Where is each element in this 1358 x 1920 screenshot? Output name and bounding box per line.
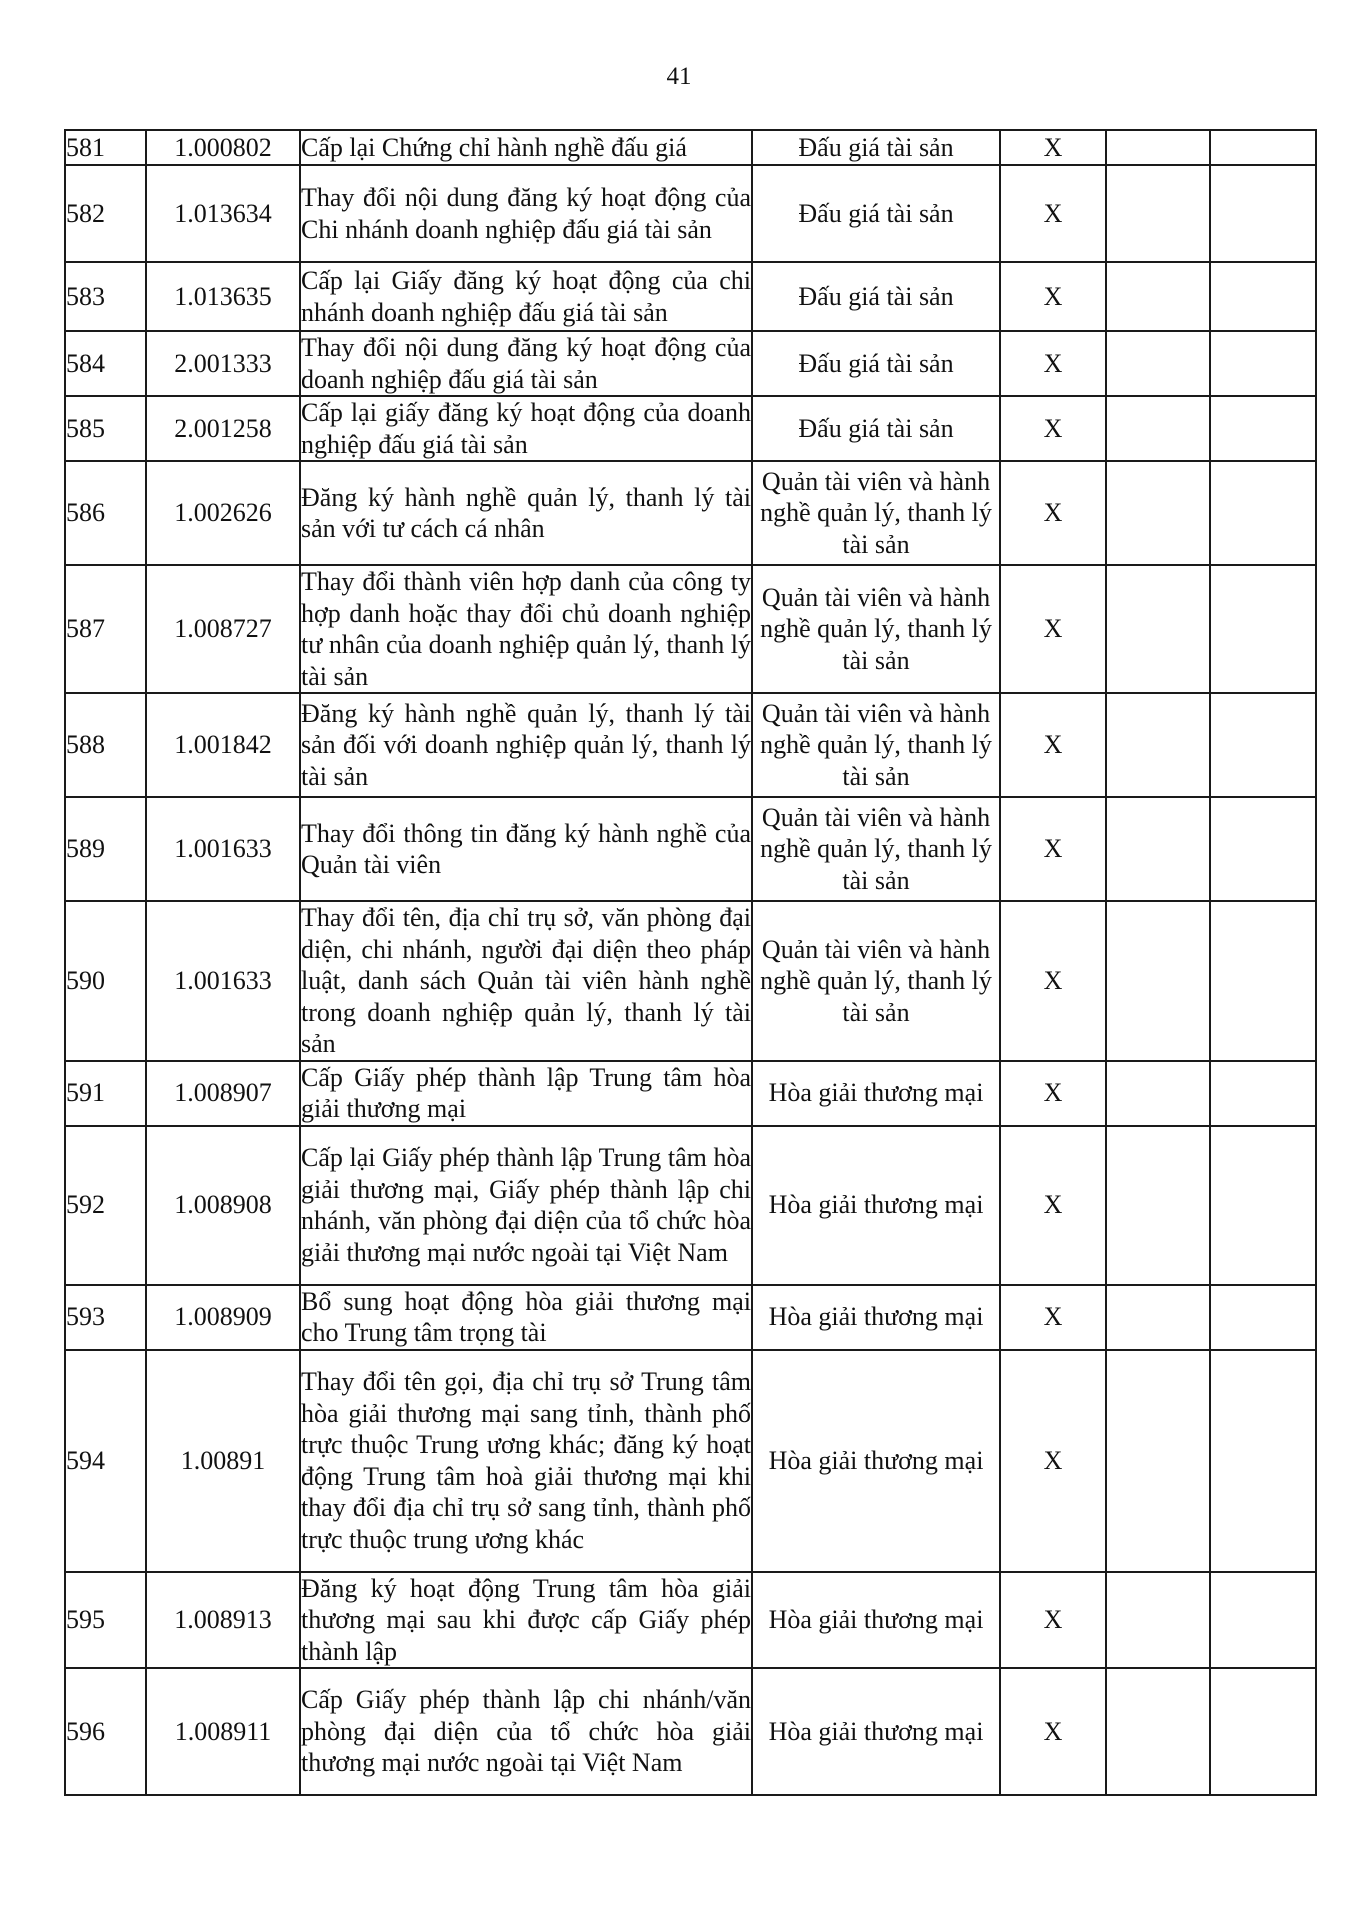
table-row <box>65 1668 1316 1795</box>
procedure-code-cell: 1.002626 <box>146 461 300 565</box>
procedure-name-cell: Cấp lại Giấy phép thành lập Trung tâm hòa giải thương mại, Giấy phép thành lập chi nhánh, văn phòng đại diện của tổ chức hòa giải thương mại nước ngoài tại Việt Nam <box>300 1126 752 1285</box>
row-number-cell: 588 <box>65 693 146 797</box>
field-cell: Quản tài viên và hành nghề quản lý, thanh lý tài sản <box>752 461 1000 565</box>
procedure-code-cell: 2.001333 <box>146 331 300 396</box>
empty-cell <box>1210 396 1316 461</box>
procedure-name-cell: Cấp lại Giấy đăng ký hoạt động của chi nhánh doanh nghiệp đấu giá tài sản <box>300 262 752 331</box>
empty-cell <box>1210 461 1316 565</box>
row-number-cell: 584 <box>65 331 146 396</box>
empty-cell <box>1106 396 1210 461</box>
row-number-cell: 587 <box>65 565 146 693</box>
table-row <box>65 1285 1316 1350</box>
procedure-code-cell: 1.008911 <box>146 1668 300 1795</box>
procedure-code-cell: 1.013634 <box>146 165 300 262</box>
table-row <box>65 1061 1316 1126</box>
empty-cell <box>1210 693 1316 797</box>
mark-cell: X <box>1000 1061 1106 1126</box>
procedure-name-cell: Thay đổi nội dung đăng ký hoạt động của doanh nghiệp đấu giá tài sản <box>300 331 752 396</box>
table-row <box>65 461 1316 565</box>
table-row <box>65 901 1316 1061</box>
field-cell: Quản tài viên và hành nghề quản lý, thanh lý tài sản <box>752 565 1000 693</box>
field-cell: Đấu giá tài sản <box>752 130 1000 165</box>
row-number-cell: 585 <box>65 396 146 461</box>
procedure-name-cell: Thay đổi tên gọi, địa chỉ trụ sở Trung tâm hòa giải thương mại sang tỉnh, thành phố trực thuộc Trung ương khác; đăng ký hoạt động Trung tâm hoà giải thương mại khi thay đổi địa chỉ trụ sở sang tỉnh, thành phố trực thuộc trung ương khác <box>300 1350 752 1572</box>
row-number-cell: 581 <box>65 130 146 165</box>
empty-cell <box>1210 1668 1316 1795</box>
mark-cell: X <box>1000 1285 1106 1350</box>
empty-cell <box>1210 1350 1316 1572</box>
mark-cell: X <box>1000 901 1106 1061</box>
table-row <box>65 396 1316 461</box>
page-number: 41 <box>666 63 692 90</box>
table-row <box>65 1572 1316 1669</box>
field-cell: Đấu giá tài sản <box>752 396 1000 461</box>
empty-cell <box>1106 331 1210 396</box>
procedures-table <box>64 129 1317 1796</box>
empty-cell <box>1106 1350 1210 1572</box>
procedure-code-cell: 1.008909 <box>146 1285 300 1350</box>
empty-cell <box>1106 1285 1210 1350</box>
procedure-name-cell: Cấp lại Chứng chỉ hành nghề đấu giá <box>300 130 752 165</box>
mark-cell: X <box>1000 1126 1106 1285</box>
empty-cell <box>1106 797 1210 901</box>
table-body <box>65 130 1316 1795</box>
mark-cell: X <box>1000 396 1106 461</box>
empty-cell <box>1106 693 1210 797</box>
empty-cell <box>1210 331 1316 396</box>
row-number-cell: 582 <box>65 165 146 262</box>
empty-cell <box>1210 565 1316 693</box>
procedure-name-cell: Đăng ký hoạt động Trung tâm hòa giải thương mại sau khi được cấp Giấy phép thành lập <box>300 1572 752 1669</box>
field-cell: Hòa giải thương mại <box>752 1350 1000 1572</box>
empty-cell <box>1106 130 1210 165</box>
field-cell: Hòa giải thương mại <box>752 1126 1000 1285</box>
row-number-cell: 586 <box>65 461 146 565</box>
mark-cell: X <box>1000 1668 1106 1795</box>
empty-cell <box>1106 1572 1210 1669</box>
row-number-cell: 591 <box>65 1061 146 1126</box>
mark-cell: X <box>1000 130 1106 165</box>
procedure-code-cell: 1.013635 <box>146 262 300 331</box>
procedure-name-cell: Bổ sung hoạt động hòa giải thương mại cho Trung tâm trọng tài <box>300 1285 752 1350</box>
field-cell: Hòa giải thương mại <box>752 1285 1000 1350</box>
row-number-cell: 596 <box>65 1668 146 1795</box>
field-cell: Hòa giải thương mại <box>752 1061 1000 1126</box>
procedure-code-cell: 1.001842 <box>146 693 300 797</box>
row-number-cell: 595 <box>65 1572 146 1669</box>
procedure-code-cell: 1.000802 <box>146 130 300 165</box>
table-row <box>65 1350 1316 1572</box>
table-row <box>65 165 1316 262</box>
procedure-name-cell: Thay đổi thành viên hợp danh của công ty hợp danh hoặc thay đổi chủ doanh nghiệp tư nhân của doanh nghiệp quản lý, thanh lý tài sản <box>300 565 752 693</box>
row-number-cell: 589 <box>65 797 146 901</box>
mark-cell: X <box>1000 1350 1106 1572</box>
field-cell: Đấu giá tài sản <box>752 165 1000 262</box>
mark-cell: X <box>1000 165 1106 262</box>
empty-cell <box>1106 165 1210 262</box>
field-cell: Quản tài viên và hành nghề quản lý, thanh lý tài sản <box>752 901 1000 1061</box>
row-number-cell: 593 <box>65 1285 146 1350</box>
mark-cell: X <box>1000 565 1106 693</box>
row-number-cell: 594 <box>65 1350 146 1572</box>
empty-cell <box>1106 262 1210 331</box>
empty-cell <box>1106 1668 1210 1795</box>
field-cell: Quản tài viên và hành nghề quản lý, thanh lý tài sản <box>752 797 1000 901</box>
mark-cell: X <box>1000 693 1106 797</box>
table-row <box>65 1126 1316 1285</box>
field-cell: Đấu giá tài sản <box>752 331 1000 396</box>
empty-cell <box>1210 262 1316 331</box>
field-cell: Đấu giá tài sản <box>752 262 1000 331</box>
empty-cell <box>1210 1285 1316 1350</box>
field-cell: Hòa giải thương mại <box>752 1668 1000 1795</box>
procedure-name-cell: Cấp Giấy phép thành lập Trung tâm hòa giải thương mại <box>300 1061 752 1126</box>
empty-cell <box>1106 461 1210 565</box>
empty-cell <box>1106 1126 1210 1285</box>
procedure-name-cell: Cấp Giấy phép thành lập chi nhánh/văn phòng đại diện của tổ chức hòa giải thương mại nước ngoài tại Việt Nam <box>300 1668 752 1795</box>
procedure-code-cell: 1.008907 <box>146 1061 300 1126</box>
procedure-name-cell: Thay đổi tên, địa chỉ trụ sở, văn phòng đại diện, chi nhánh, người đại diện theo pháp luật, danh sách Quản tài viên hành nghề trong doanh nghiệp quản lý, thanh lý tài sản <box>300 901 752 1061</box>
mark-cell: X <box>1000 331 1106 396</box>
procedure-code-cell: 1.001633 <box>146 797 300 901</box>
empty-cell <box>1210 130 1316 165</box>
procedure-code-cell: 1.008727 <box>146 565 300 693</box>
procedure-name-cell: Cấp lại giấy đăng ký hoạt động của doanh nghiệp đấu giá tài sản <box>300 396 752 461</box>
row-number-cell: 583 <box>65 262 146 331</box>
procedure-code-cell: 2.001258 <box>146 396 300 461</box>
row-number-cell: 592 <box>65 1126 146 1285</box>
procedure-name-cell: Thay đổi thông tin đăng ký hành nghề của Quản tài viên <box>300 797 752 901</box>
empty-cell <box>1106 901 1210 1061</box>
table-row <box>65 565 1316 693</box>
field-cell: Quản tài viên và hành nghề quản lý, thanh lý tài sản <box>752 693 1000 797</box>
empty-cell <box>1210 1126 1316 1285</box>
empty-cell <box>1210 165 1316 262</box>
empty-cell <box>1210 901 1316 1061</box>
mark-cell: X <box>1000 797 1106 901</box>
procedure-code-cell: 1.00891 <box>146 1350 300 1572</box>
table-row <box>65 331 1316 396</box>
procedure-code-cell: 1.008913 <box>146 1572 300 1669</box>
empty-cell <box>1210 1061 1316 1126</box>
mark-cell: X <box>1000 461 1106 565</box>
field-cell: Hòa giải thương mại <box>752 1572 1000 1669</box>
empty-cell <box>1106 1061 1210 1126</box>
procedure-name-cell: Đăng ký hành nghề quản lý, thanh lý tài sản với tư cách cá nhân <box>300 461 752 565</box>
table-row <box>65 797 1316 901</box>
mark-cell: X <box>1000 262 1106 331</box>
procedure-code-cell: 1.001633 <box>146 901 300 1061</box>
empty-cell <box>1210 1572 1316 1669</box>
procedure-code-cell: 1.008908 <box>146 1126 300 1285</box>
procedure-name-cell: Thay đổi nội dung đăng ký hoạt động của Chi nhánh doanh nghiệp đấu giá tài sản <box>300 165 752 262</box>
empty-cell <box>1106 565 1210 693</box>
empty-cell <box>1210 797 1316 901</box>
row-number-cell: 590 <box>65 901 146 1061</box>
mark-cell: X <box>1000 1572 1106 1669</box>
table-row <box>65 693 1316 797</box>
table-row <box>65 130 1316 165</box>
procedure-name-cell: Đăng ký hành nghề quản lý, thanh lý tài sản đối với doanh nghiệp quản lý, thanh lý tài sản <box>300 693 752 797</box>
table-row <box>65 262 1316 331</box>
